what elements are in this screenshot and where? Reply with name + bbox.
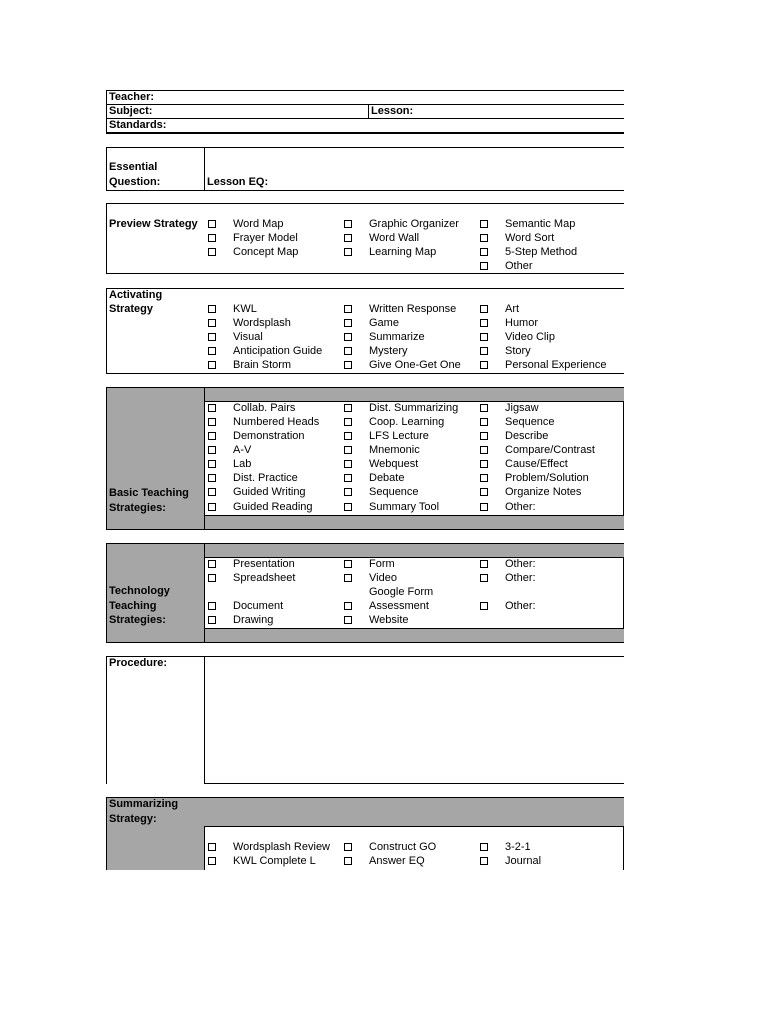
checkbox[interactable] xyxy=(344,404,352,412)
checkbox[interactable] xyxy=(480,474,488,482)
activating-label-line2: Strategy xyxy=(109,303,154,315)
checkbox[interactable] xyxy=(208,446,216,454)
checkbox[interactable] xyxy=(480,234,488,242)
basic-label-line2: Strategies: xyxy=(109,502,166,514)
checkbox[interactable] xyxy=(480,460,488,468)
checkbox[interactable] xyxy=(344,474,352,482)
lesson-label: Lesson: xyxy=(371,105,414,117)
checkbox[interactable] xyxy=(344,446,352,454)
checkbox[interactable] xyxy=(344,333,352,341)
checkbox[interactable] xyxy=(344,843,352,851)
checkbox[interactable] xyxy=(344,305,352,313)
checkbox[interactable] xyxy=(344,503,352,511)
checkbox[interactable] xyxy=(480,248,488,256)
checkbox[interactable] xyxy=(208,234,216,242)
activating-label-line1: Activating xyxy=(109,289,163,301)
procedure-label: Procedure: xyxy=(109,657,168,669)
checkbox[interactable] xyxy=(480,361,488,369)
checkbox[interactable] xyxy=(344,319,352,327)
checkbox[interactable] xyxy=(344,347,352,355)
checkbox[interactable] xyxy=(208,616,216,624)
checkbox[interactable] xyxy=(208,503,216,511)
checkbox[interactable] xyxy=(208,319,216,327)
checkbox[interactable] xyxy=(480,843,488,851)
checkbox[interactable] xyxy=(208,602,216,610)
checkbox[interactable] xyxy=(208,333,216,341)
checkbox[interactable] xyxy=(344,234,352,242)
basic-label-line1: Basic Teaching xyxy=(109,487,189,499)
preview-strategy-label: Preview Strategy xyxy=(109,218,198,230)
checkbox[interactable] xyxy=(208,248,216,256)
checkbox[interactable] xyxy=(344,220,352,228)
checkbox[interactable] xyxy=(208,560,216,568)
lesson-eq-label: Lesson EQ: xyxy=(207,176,269,188)
checkbox[interactable] xyxy=(208,418,216,426)
checkbox[interactable] xyxy=(480,602,488,610)
checkbox[interactable] xyxy=(208,404,216,412)
checkbox[interactable] xyxy=(480,574,488,582)
checkbox[interactable] xyxy=(208,347,216,355)
checkbox[interactable] xyxy=(208,305,216,313)
teacher-label: Teacher: xyxy=(109,91,155,103)
checkbox[interactable] xyxy=(480,404,488,412)
checkbox[interactable] xyxy=(208,460,216,468)
checkbox[interactable] xyxy=(344,432,352,440)
checkbox[interactable] xyxy=(344,602,352,610)
checkbox[interactable] xyxy=(208,488,216,496)
checkbox[interactable] xyxy=(480,333,488,341)
checkbox[interactable] xyxy=(344,418,352,426)
subject-label: Subject: xyxy=(109,105,153,117)
checkbox[interactable] xyxy=(480,503,488,511)
procedure-area[interactable] xyxy=(206,658,622,782)
essential-label-line2: Question: xyxy=(109,176,161,188)
checkbox[interactable] xyxy=(344,488,352,496)
checkbox[interactable] xyxy=(480,347,488,355)
checkbox[interactable] xyxy=(480,262,488,270)
checkbox[interactable] xyxy=(344,460,352,468)
summarizing-label-line2: Strategy: xyxy=(109,813,157,825)
essential-label-line1: Essential xyxy=(109,161,158,173)
checkbox[interactable] xyxy=(480,488,488,496)
checkbox[interactable] xyxy=(208,432,216,440)
checkbox[interactable] xyxy=(480,220,488,228)
checkbox[interactable] xyxy=(480,560,488,568)
checkbox[interactable] xyxy=(344,574,352,582)
checkbox[interactable] xyxy=(344,248,352,256)
checkbox[interactable] xyxy=(208,361,216,369)
checkbox[interactable] xyxy=(480,418,488,426)
checkbox[interactable] xyxy=(480,305,488,313)
technology-label-line2: Teaching xyxy=(109,600,157,612)
summarizing-label-line1: Summarizing xyxy=(109,798,179,810)
technology-label-line1: Technology xyxy=(109,585,170,597)
checkbox[interactable] xyxy=(480,432,488,440)
checkbox[interactable] xyxy=(208,843,216,851)
checkbox[interactable] xyxy=(480,446,488,454)
google-form-text: Google Form xyxy=(369,586,434,598)
checkbox[interactable] xyxy=(208,857,216,865)
checkbox[interactable] xyxy=(480,857,488,865)
checkbox[interactable] xyxy=(480,319,488,327)
checkbox[interactable] xyxy=(208,220,216,228)
checkbox[interactable] xyxy=(344,616,352,624)
checkbox[interactable] xyxy=(344,361,352,369)
checkbox[interactable] xyxy=(208,574,216,582)
checkbox[interactable] xyxy=(344,560,352,568)
standards-label: Standards: xyxy=(109,119,167,131)
checkbox[interactable] xyxy=(208,474,216,482)
technology-label-line3: Strategies: xyxy=(109,614,166,626)
checkbox[interactable] xyxy=(344,857,352,865)
